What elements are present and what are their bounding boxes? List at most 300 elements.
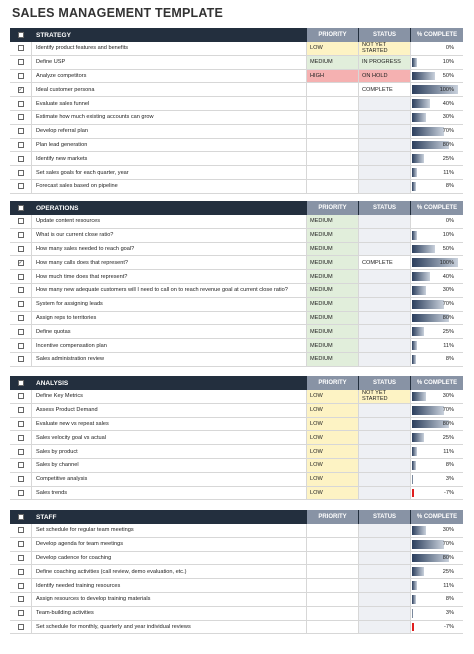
complete-cell[interactable] [410,487,463,500]
task-name[interactable]: Update content resources [36,218,101,225]
table-row [10,621,463,635]
status-cell[interactable] [358,229,410,242]
task-name[interactable]: How much time does that represent? [36,273,128,280]
complete-cell[interactable] [410,418,463,431]
checkbox-cell [10,270,32,283]
complete-value: 10% [442,59,454,66]
table-row [10,552,463,566]
checkbox-cell [10,298,32,311]
status-cell[interactable] [358,97,410,110]
header-checkbox-cell [10,380,32,386]
task-checkbox[interactable]: ✓ [18,86,23,93]
task-checkbox[interactable] [18,569,24,575]
task-name[interactable]: System for assigning leads [36,301,103,308]
header-checkbox[interactable] [18,32,24,38]
task-checkbox[interactable] [18,583,24,589]
priority-cell[interactable] [306,125,358,138]
task-name[interactable]: How many new adequate customers will I need to call on to reach revenue goal at current close ratio? [36,287,288,294]
task-name[interactable]: Team-building activities [36,610,94,617]
priority-cell[interactable]: HIGH [306,70,358,83]
priority-cell[interactable]: MEDIUM [306,229,358,242]
priority-cell[interactable]: LOW [306,404,358,417]
checkbox-cell [10,565,32,578]
task-checkbox[interactable] [18,527,24,533]
section-operations [10,201,463,367]
status-cell[interactable] [358,459,410,472]
complete-value: 80% [442,314,454,321]
status-cell[interactable] [358,565,410,578]
status-cell[interactable] [358,487,410,500]
progress-bar [412,595,416,604]
checkbox-cell [10,579,32,592]
complete-cell[interactable] [410,152,463,165]
table-row [10,459,463,473]
task-checkbox[interactable] [18,541,24,547]
task-name[interactable]: How many calls does that represent? [36,259,129,266]
priority-cell[interactable] [306,139,358,152]
task-name[interactable]: What is our current close ratio? [36,232,114,239]
progress-bar [412,327,424,336]
status-cell[interactable] [358,166,410,179]
status-cell[interactable]: NOT YET STARTED [358,42,410,55]
priority-cell[interactable]: MEDIUM [306,339,358,352]
progress-bar [412,355,416,364]
complete-value: 3% [445,476,454,483]
status-cell[interactable] [358,524,410,537]
checkbox-cell [10,538,32,551]
status-cell[interactable] [358,243,410,256]
progress-bar [412,489,414,498]
complete-cell[interactable] [410,353,463,366]
task-checkbox[interactable] [18,301,24,307]
priority-cell[interactable]: MEDIUM [306,215,358,228]
priority-cell[interactable]: LOW [306,459,358,472]
table-row [10,243,463,257]
checkbox-cell [10,487,32,500]
status-cell[interactable] [358,325,410,338]
complete-value: 25% [442,155,454,162]
progress-bar [412,433,424,442]
complete-cell[interactable] [410,552,463,565]
complete-value: 25% [442,568,454,575]
priority-cell[interactable]: MEDIUM [306,312,358,325]
progress-bar [412,58,417,67]
complete-cell[interactable] [410,111,463,124]
task-checkbox[interactable] [18,596,24,602]
section-analysis [10,376,463,500]
priority-header: PRIORITY [306,376,358,390]
status-cell[interactable] [358,312,410,325]
complete-cell[interactable] [410,524,463,537]
complete-header: % COMPLETE [410,201,463,215]
priority-cell[interactable]: MEDIUM [306,243,358,256]
checkbox-cell [10,256,32,269]
complete-cell[interactable] [410,390,463,403]
complete-cell[interactable] [410,312,463,325]
priority-cell[interactable] [306,607,358,620]
priority-cell[interactable] [306,83,358,96]
complete-cell[interactable] [410,325,463,338]
priority-cell[interactable]: LOW [306,487,358,500]
priority-cell[interactable]: LOW [306,445,358,458]
progress-bar [412,461,416,470]
status-cell[interactable] [358,353,410,366]
status-cell[interactable] [358,607,410,620]
checkbox-cell [10,42,32,55]
task-name[interactable]: Develop referral plan [36,128,88,135]
task-name[interactable]: Set schedule for regular team meetings [36,527,134,534]
task-checkbox[interactable] [18,170,24,176]
status-cell[interactable] [358,445,410,458]
progress-bar [412,526,426,535]
priority-cell[interactable]: MEDIUM [306,353,358,366]
task-name[interactable]: Define Key Metrics [36,393,83,400]
task-checkbox[interactable] [18,555,24,561]
table-row [10,390,463,404]
complete-value: 30% [442,114,454,121]
priority-cell[interactable] [306,111,358,124]
complete-value: 70% [442,541,454,548]
complete-value: 25% [442,434,454,441]
task-checkbox[interactable] [18,101,24,107]
task-name[interactable]: Ideal customer persona [36,86,95,93]
priority-cell[interactable] [306,552,358,565]
complete-cell[interactable] [410,139,463,152]
priority-cell[interactable]: LOW [306,473,358,486]
priority-cell[interactable] [306,593,358,606]
priority-cell[interactable]: MEDIUM [306,270,358,283]
task-checkbox[interactable] [18,142,24,148]
section-name: ANALYSIS [36,379,69,387]
status-cell[interactable] [358,180,410,193]
task-checkbox[interactable] [18,610,24,616]
task-name[interactable]: Sales by product [36,448,78,455]
task-checkbox[interactable] [18,232,24,238]
task-checkbox[interactable] [18,356,24,362]
priority-cell[interactable]: LOW [306,431,358,444]
task-checkbox[interactable] [18,343,24,349]
complete-cell[interactable] [410,538,463,551]
page-title: SALES MANAGEMENT TEMPLATE [12,6,224,20]
task-name[interactable]: Estimate how much existing accounts can grow [36,114,154,121]
progress-bar [412,99,430,108]
complete-value: 8% [445,462,454,469]
complete-value: 30% [442,527,454,534]
task-name[interactable]: Sales trends [36,489,68,496]
progress-bar [412,127,444,136]
complete-cell[interactable] [410,579,463,592]
progress-bar [412,341,417,350]
complete-cell[interactable] [410,621,463,634]
table-row [10,97,463,111]
progress-bar [412,567,424,576]
task-checkbox[interactable] [18,183,24,189]
complete-header: % COMPLETE [410,510,463,524]
priority-cell[interactable]: LOW [306,418,358,431]
checkbox-cell [10,593,32,606]
task-checkbox[interactable] [18,476,24,482]
task-name[interactable]: Plan lead generation [36,141,88,148]
complete-cell[interactable] [410,270,463,283]
task-checkbox[interactable] [18,45,24,51]
task-name[interactable]: Assign resources to develop training materials [36,596,151,603]
complete-value: -7% [444,489,454,496]
status-cell[interactable]: NOT YET STARTED [358,390,410,403]
status-cell[interactable] [358,552,410,565]
complete-cell[interactable] [410,607,463,620]
complete-cell[interactable] [410,339,463,352]
status-cell[interactable] [358,152,410,165]
status-cell[interactable] [358,404,410,417]
status-cell[interactable] [358,473,410,486]
table-row [10,431,463,445]
checkbox-cell [10,459,32,472]
complete-cell[interactable] [410,445,463,458]
complete-cell[interactable] [410,431,463,444]
status-cell[interactable] [358,298,410,311]
task-name[interactable]: Competitive analysis [36,476,88,483]
task-name[interactable]: Develop agenda for team meetings [36,541,124,548]
complete-header: % COMPLETE [410,28,463,42]
checkbox-cell [10,243,32,256]
task-checkbox[interactable] [18,274,24,280]
checkbox-cell [10,56,32,69]
task-name[interactable]: Assign reps to territories [36,314,97,321]
complete-cell[interactable] [410,473,463,486]
complete-value: 100% [439,259,454,266]
checkbox-cell [10,524,32,537]
complete-cell[interactable] [410,256,463,269]
priority-cell[interactable]: LOW [306,42,358,55]
status-cell[interactable] [358,270,410,283]
task-name[interactable]: Forecast sales based on pipeline [36,183,118,190]
task-name[interactable]: Incentive compensation plan [36,342,107,349]
checkbox-cell [10,607,32,620]
progress-bar [412,406,444,415]
checkbox-cell [10,70,32,83]
task-checkbox[interactable] [18,218,24,224]
priority-cell[interactable] [306,565,358,578]
task-name[interactable]: Identify needed training resources [36,582,121,589]
checkbox-cell [10,390,32,403]
task-name[interactable]: Evaluate new vs repeat sales [36,420,109,427]
status-cell[interactable] [358,284,410,297]
section-header [10,201,463,215]
progress-bar [412,392,426,401]
task-checkbox[interactable] [18,59,24,65]
table-row [10,579,463,593]
task-checkbox[interactable]: ✓ [18,259,23,266]
checkbox-cell [10,152,32,165]
status-header: STATUS [358,201,410,215]
complete-cell[interactable] [410,97,463,110]
task-checkbox[interactable] [18,407,24,413]
checkbox-cell [10,215,32,228]
complete-cell[interactable] [410,565,463,578]
status-cell[interactable] [358,418,410,431]
complete-value: 80% [442,554,454,561]
checkbox-cell [10,125,32,138]
complete-cell[interactable] [410,56,463,69]
checkbox-cell [10,139,32,152]
checkbox-cell [10,83,32,96]
progress-bar [412,231,417,240]
complete-cell[interactable] [410,70,463,83]
status-cell[interactable]: ON HOLD [358,70,410,83]
task-name[interactable]: Sales administration review [36,356,105,363]
task-name[interactable]: Sales by channel [36,462,79,469]
task-checkbox[interactable] [18,156,24,162]
task-checkbox[interactable] [18,114,24,120]
complete-value: 100% [439,86,454,93]
complete-value: 70% [442,301,454,308]
priority-cell[interactable] [306,579,358,592]
status-cell[interactable] [358,215,410,228]
status-cell[interactable] [358,431,410,444]
task-name[interactable]: Analyze competitors [36,72,87,79]
task-checkbox[interactable] [18,462,24,468]
header-checkbox[interactable] [18,380,24,386]
checkbox-cell [10,431,32,444]
task-name[interactable]: Assess Product Demand [36,407,98,414]
task-name[interactable]: Define coaching activities (call review, demo evaluation, etc.) [36,568,187,575]
complete-cell[interactable] [410,180,463,193]
table-row [10,298,463,312]
table-row [10,404,463,418]
priority-cell[interactable] [306,97,358,110]
table-row [10,418,463,432]
priority-cell[interactable] [306,538,358,551]
status-header: STATUS [358,510,410,524]
complete-value: 30% [442,393,454,400]
task-checkbox[interactable] [18,490,24,496]
task-checkbox[interactable] [18,624,24,630]
status-cell[interactable]: COMPLETE [358,256,410,269]
task-checkbox[interactable] [18,421,24,427]
task-checkbox[interactable] [18,246,24,252]
task-checkbox[interactable] [18,329,24,335]
status-cell[interactable] [358,621,410,634]
complete-cell[interactable] [410,459,463,472]
complete-value: 40% [442,273,454,280]
table-row [10,473,463,487]
table-row [10,565,463,579]
task-name[interactable]: Set sales goals for each quarter, year [36,169,129,176]
section-header [10,28,463,42]
table-row [10,70,463,84]
progress-bar [412,609,413,618]
status-cell[interactable] [358,139,410,152]
complete-cell[interactable] [410,83,463,96]
checkbox-cell [10,97,32,110]
section-staff [10,510,463,634]
complete-value: 0% [445,45,454,52]
section-header [10,510,463,524]
task-name[interactable]: Identify product features and benefits [36,45,129,52]
header-checkbox[interactable] [18,205,24,211]
status-cell[interactable] [358,125,410,138]
complete-value: 8% [445,183,454,190]
progress-bar [412,581,417,590]
checkbox-cell [10,166,32,179]
complete-cell[interactable] [410,298,463,311]
status-cell[interactable] [358,593,410,606]
task-name[interactable]: Set schedule for monthly, quarterly and year individual reviews [36,623,191,630]
header-checkbox[interactable] [18,514,24,520]
priority-cell[interactable]: MEDIUM [306,256,358,269]
status-cell[interactable] [358,579,410,592]
task-name[interactable]: Identify new markets [36,155,88,162]
progress-bar [412,540,444,549]
task-name[interactable]: Sales velocity goal vs actual [36,434,106,441]
complete-value: -7% [444,623,454,630]
complete-cell[interactable] [410,42,463,55]
section-header [10,376,463,390]
priority-cell[interactable]: LOW [306,390,358,403]
table-row [10,111,463,125]
complete-value: 8% [445,356,454,363]
task-checkbox[interactable] [18,435,24,441]
progress-bar [412,168,417,177]
table-row [10,538,463,552]
task-checkbox[interactable] [18,315,24,321]
task-name[interactable]: Evaluate sales funnel [36,100,90,107]
task-name[interactable]: Define quotas [36,328,71,335]
progress-bar [412,272,430,281]
complete-cell[interactable] [410,166,463,179]
status-cell[interactable]: IN PROGRESS [358,56,410,69]
task-name[interactable]: Develop cadence for coaching [36,554,112,561]
complete-value: 80% [442,420,454,427]
complete-cell[interactable] [410,229,463,242]
status-cell[interactable]: COMPLETE [358,83,410,96]
progress-bar [412,300,444,309]
task-name[interactable]: Define USP [36,59,66,66]
priority-cell[interactable] [306,166,358,179]
task-checkbox[interactable] [18,449,24,455]
table-row [10,180,463,194]
priority-cell[interactable]: MEDIUM [306,284,358,297]
priority-cell[interactable]: MEDIUM [306,56,358,69]
complete-cell[interactable] [410,243,463,256]
priority-cell[interactable]: MEDIUM [306,325,358,338]
status-cell[interactable] [358,111,410,124]
complete-cell[interactable] [410,284,463,297]
priority-cell[interactable] [306,621,358,634]
status-cell[interactable] [358,339,410,352]
task-checkbox[interactable] [18,393,24,399]
task-checkbox[interactable] [18,128,24,134]
table-row [10,607,463,621]
priority-cell[interactable] [306,152,358,165]
complete-cell[interactable] [410,215,463,228]
task-name[interactable]: How many sales needed to reach goal? [36,245,135,252]
priority-cell[interactable]: MEDIUM [306,298,358,311]
status-cell[interactable] [358,538,410,551]
task-checkbox[interactable] [18,73,24,79]
progress-bar [412,475,413,484]
complete-cell[interactable] [410,125,463,138]
progress-bar [412,623,414,632]
task-checkbox[interactable] [18,287,24,293]
priority-cell[interactable] [306,524,358,537]
complete-cell[interactable] [410,404,463,417]
table-row [10,83,463,97]
header-checkbox-cell [10,32,32,38]
priority-cell[interactable] [306,180,358,193]
status-header: STATUS [358,28,410,42]
complete-cell[interactable] [410,593,463,606]
